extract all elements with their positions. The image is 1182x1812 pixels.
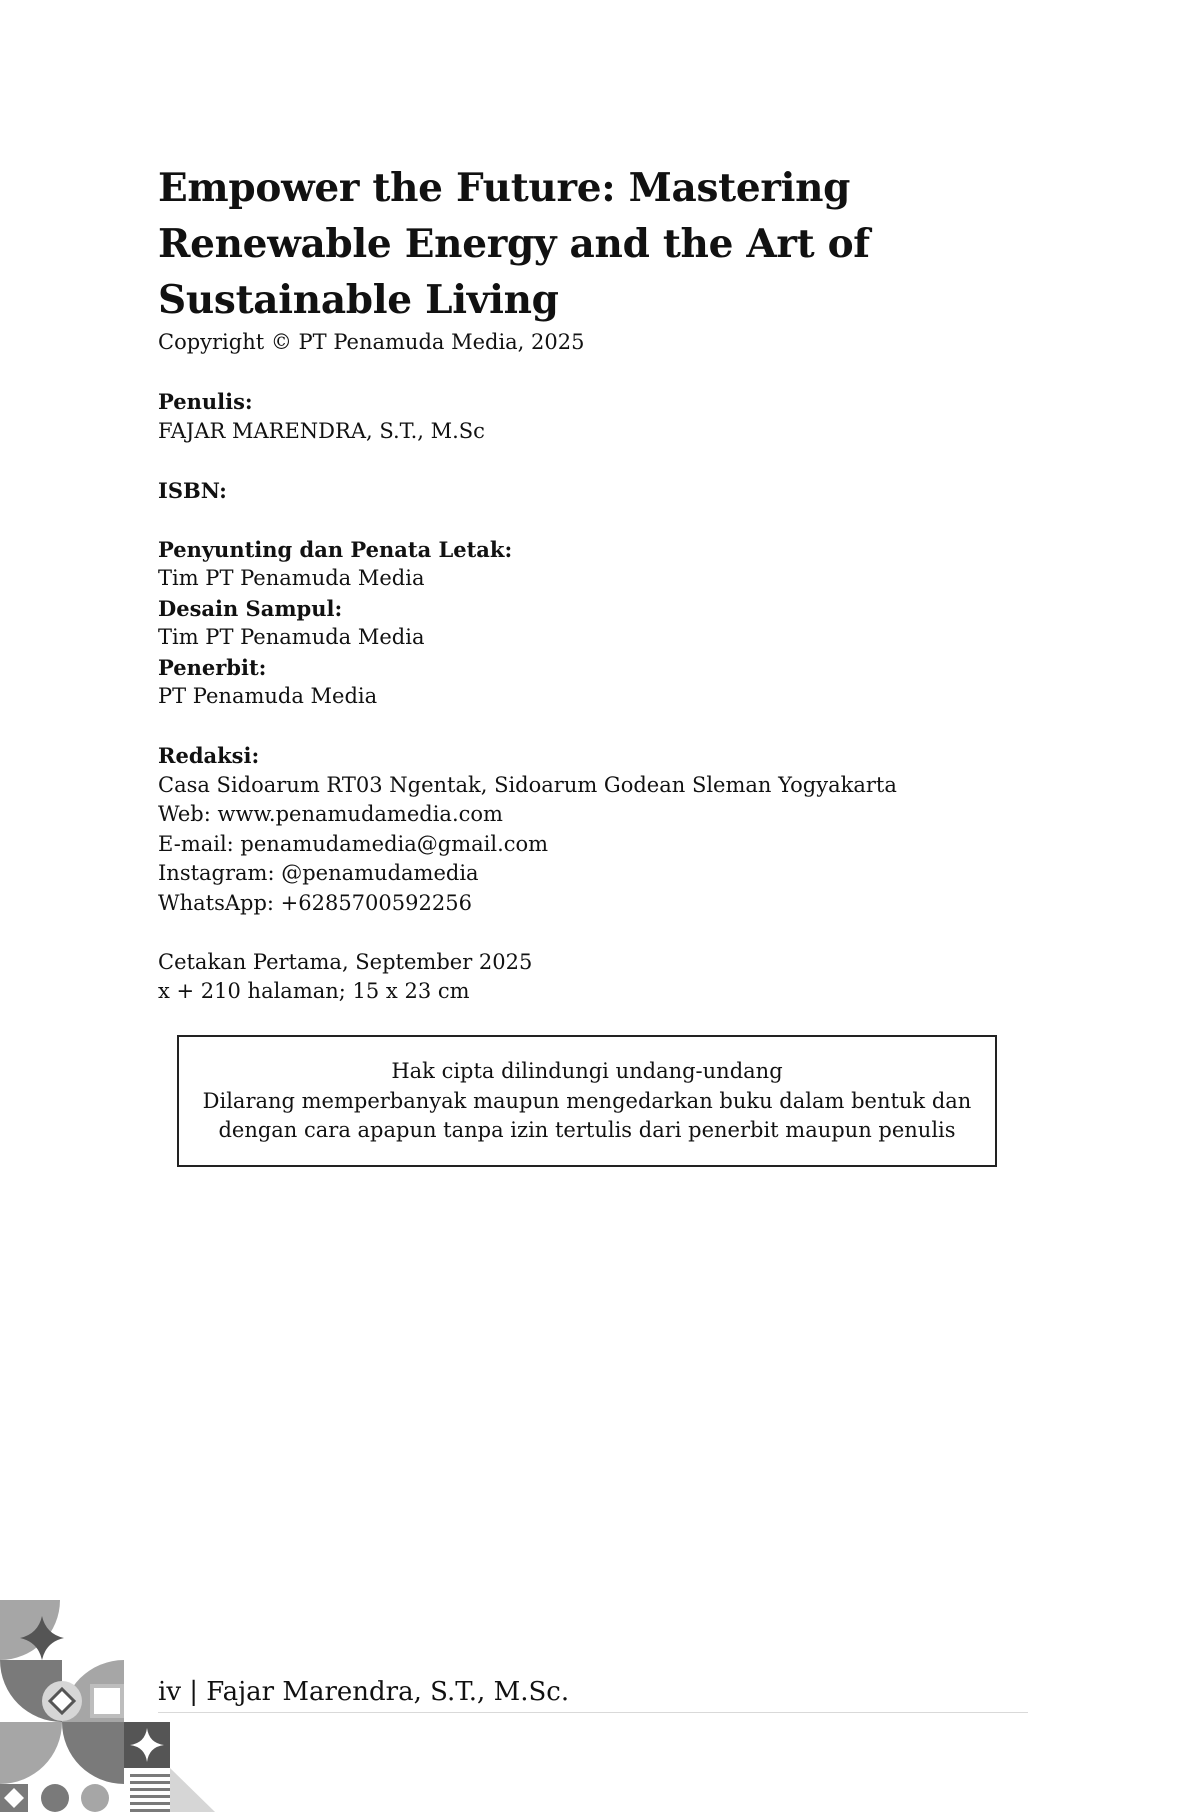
redaksi-instagram: Instagram: @penamudamedia: [158, 861, 479, 885]
notice-line-3: dengan cara apapun tanpa izin tertulis dari penerbit maupun penulis: [218, 1118, 956, 1142]
publisher-label: Penerbit:: [158, 654, 267, 680]
printing-edition: Cetakan Pertama, September 2025: [158, 949, 533, 974]
redaksi-address: Casa Sidoarum RT03 Ngentak, Sidoarum Godean Sleman Yogyakarta: [158, 772, 897, 797]
notice-line-2: Dilarang memperbanyak maupun mengedarkan buku dalam bentuk dan: [202, 1088, 972, 1113]
cover-design-value: Tim PT Penamuda Media: [158, 625, 425, 649]
page-footer: iv | Fajar Marendra, S.T., M.Sc.: [158, 1677, 570, 1707]
cover-design-label: Desain Sampul:: [158, 595, 343, 621]
copyright-notice-box: [177, 1035, 997, 1167]
copyright-line: Copyright © PT Penamuda Media, 2025: [158, 330, 585, 354]
editor-value: Tim PT Penamuda Media: [158, 566, 425, 590]
author-label: Penulis:: [158, 389, 253, 414]
page-count: x + 210 halaman; 15 x 23 cm: [158, 979, 470, 1003]
author-value: FAJAR MARENDRA, S.T., M.Sc: [158, 418, 485, 443]
book-title: Empower the Future: Mastering Renewable Energy and the Art of Sustainable Living: [158, 165, 870, 323]
copyright-page-content: [158, 160, 1028, 1007]
editor-label: Penyunting dan Penata Letak:: [158, 536, 513, 562]
redaksi-web: Web: www.penamudamedia.com: [158, 802, 503, 826]
redaksi-label: Redaksi:: [158, 743, 260, 768]
notice-line-1: Hak cipta dilindungi undang-undang: [391, 1059, 783, 1083]
footer-divider: [158, 1712, 1028, 1713]
redaksi-email: E-mail: penamudamedia@gmail.com: [158, 831, 549, 856]
redaksi-whatsapp: WhatsApp: +6285700592256: [158, 890, 472, 915]
publisher-value: PT Penamuda Media: [158, 684, 378, 708]
isbn-label: ISBN:: [158, 477, 227, 503]
